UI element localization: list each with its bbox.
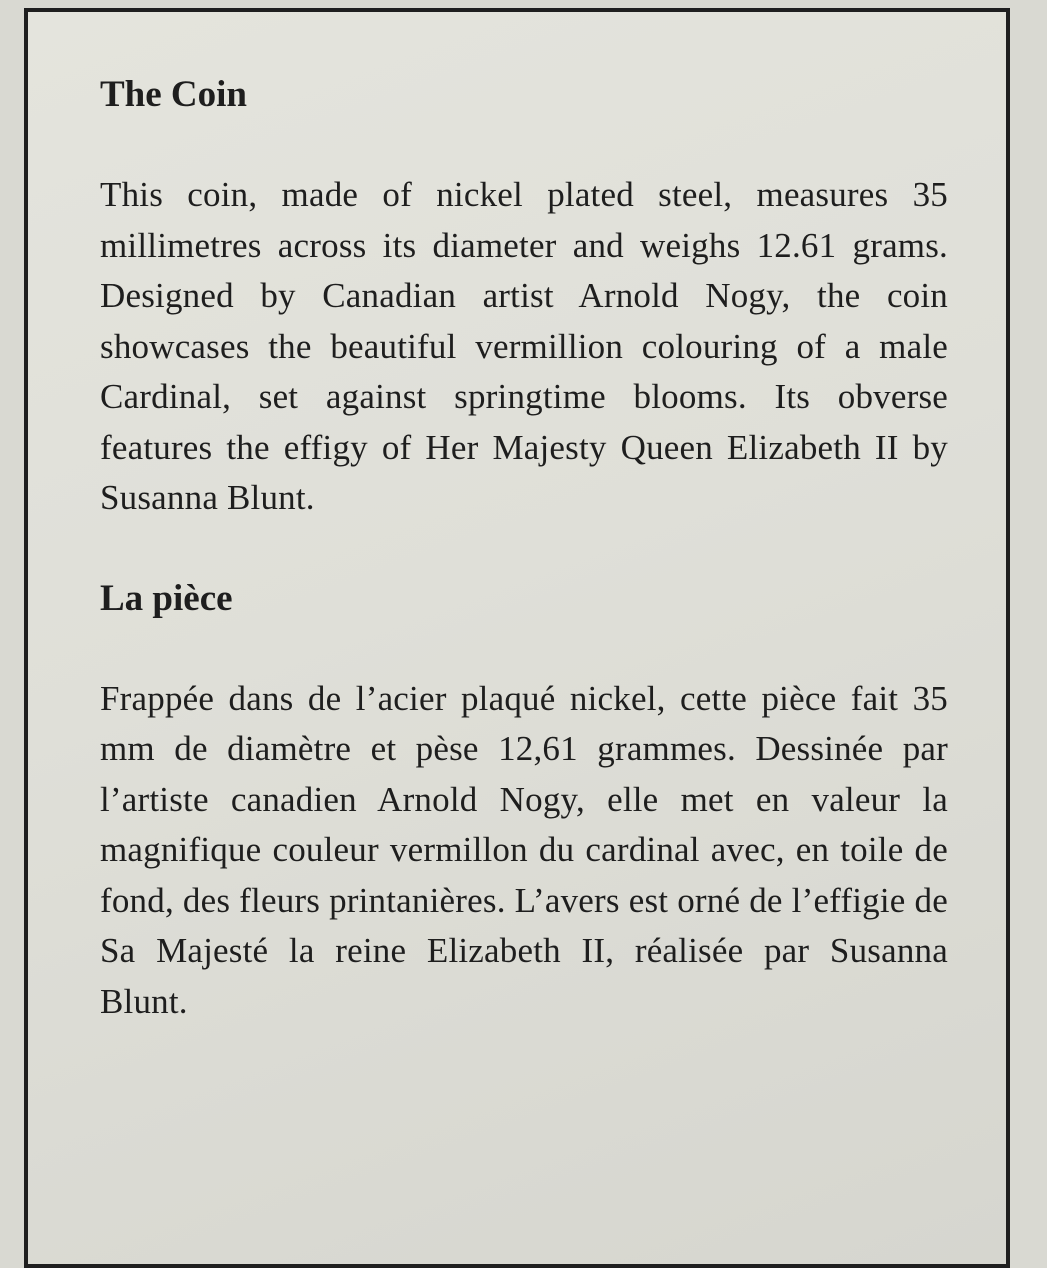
french-paragraph: Frappée dans de l’acier plaqué nickel, cette pièce fait 35 mm de diamètre et pèse 12,61 grammes. Dessinée par l’artiste canadien Arnold Nogy, elle met en valeur la magnifique couleur vermillon du cardinal avec, en toile de fond, des fleurs printanières. L’avers est orné de l’effigie de Sa Majesté la reine Elizabeth II, réalisée par Susanna Blunt.: [100, 678, 948, 1021]
english-paragraph: This coin, made of nickel plated steel, measures 35 millimetres across its diameter and weighs 12.61 grams. Designed by Canadian artist Arnold Nogy, the coin showcases the beautiful vermillion colouring of a male Cardinal, set against springtime blooms. Its obverse features the effigy of Her Majesty Queen Elizabeth II by Susanna Blunt.: [100, 175, 948, 517]
certificate-sheet: [24, 8, 1010, 1268]
english-heading: The Coin: [100, 74, 248, 115]
french-heading: La pièce: [100, 577, 233, 619]
certificate-text: [100, 70, 948, 1027]
